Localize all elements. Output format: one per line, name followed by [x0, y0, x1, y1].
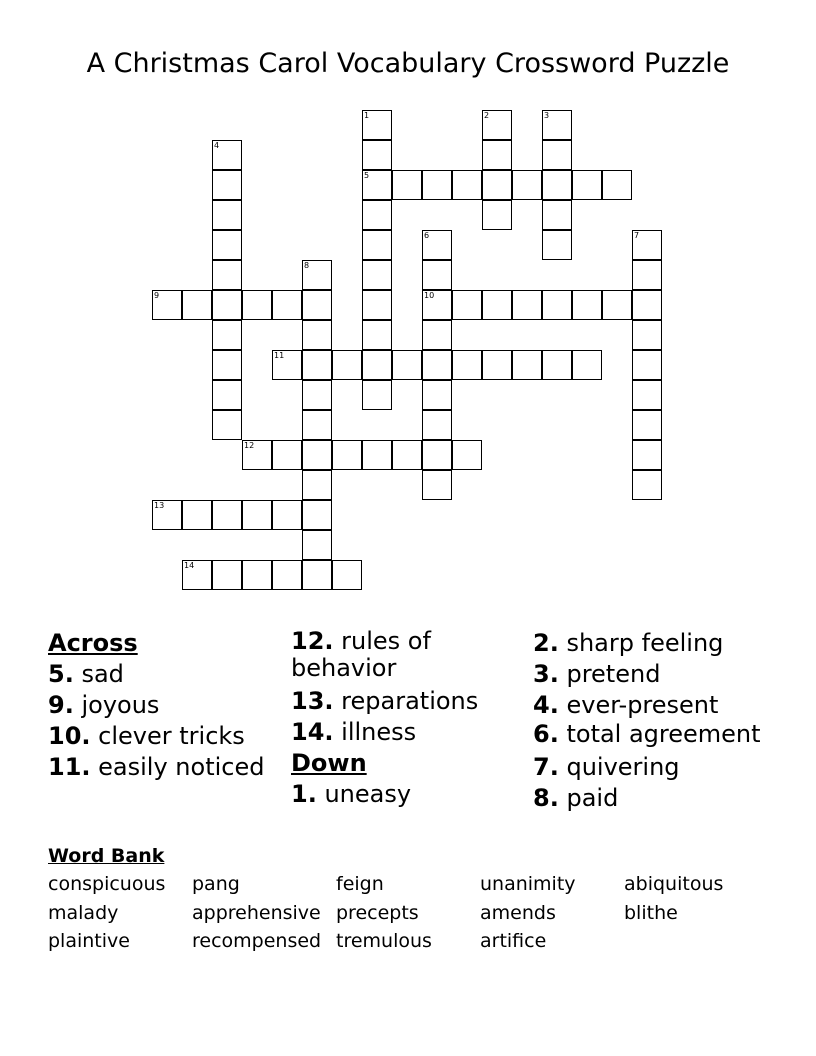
clue-across-5: 5. sad [48, 660, 124, 688]
word-bank-word: unanimity [480, 873, 576, 895]
grid-cell[interactable] [302, 260, 332, 290]
grid-cell[interactable] [422, 260, 452, 290]
word-bank-word: plaintive [48, 930, 130, 952]
clue-down-4: 4. ever-present [533, 691, 719, 719]
word-bank-title: Word Bank [48, 845, 165, 867]
clue-number: 3 [544, 111, 550, 120]
grid-cell[interactable] [242, 440, 272, 470]
grid-cell[interactable] [212, 560, 242, 590]
grid-cell[interactable] [242, 290, 272, 320]
grid-cell[interactable] [482, 200, 512, 230]
clue-down-7: 7. quivering [533, 753, 680, 781]
grid-cell[interactable] [362, 140, 392, 170]
grid-cell[interactable] [632, 440, 662, 470]
word-bank-row [48, 930, 768, 959]
word-bank-word: pang [192, 873, 240, 895]
grid-cell[interactable] [362, 320, 392, 350]
grid-cell[interactable] [512, 170, 542, 200]
grid-cell[interactable] [422, 350, 452, 380]
grid-cell[interactable] [392, 440, 422, 470]
word-bank [48, 873, 768, 959]
word-bank-word: amends [480, 901, 556, 924]
grid-cell[interactable] [272, 560, 302, 590]
grid-cell[interactable] [332, 560, 362, 590]
grid-cell[interactable] [452, 290, 482, 320]
grid-cell[interactable] [362, 380, 392, 410]
grid-cell[interactable] [542, 290, 572, 320]
grid-cell[interactable] [632, 230, 662, 260]
grid-cell[interactable] [482, 350, 512, 380]
grid-cell[interactable] [212, 320, 242, 350]
grid-cell[interactable] [482, 290, 512, 320]
grid-cell[interactable] [362, 440, 392, 470]
grid-cell[interactable] [632, 350, 662, 380]
grid-cell[interactable] [512, 290, 542, 320]
grid-cell[interactable] [362, 110, 392, 140]
grid-cell[interactable] [212, 500, 242, 530]
clue-down-6: 6. total agreement [533, 720, 761, 748]
grid-cell[interactable] [212, 230, 242, 260]
grid-cell[interactable] [182, 560, 212, 590]
clue-number: 11 [274, 351, 285, 360]
clue-across-13: 13. reparations [291, 687, 479, 715]
grid-cell[interactable] [302, 470, 332, 500]
down-heading: Down [291, 749, 367, 777]
grid-cell[interactable] [182, 500, 212, 530]
word-bank-word: malady [48, 901, 119, 924]
word-bank-word: recompensed [192, 930, 322, 952]
grid-cell[interactable] [212, 260, 242, 290]
grid-cell[interactable] [422, 470, 452, 500]
grid-cell[interactable] [212, 290, 242, 320]
grid-cell[interactable] [482, 140, 512, 170]
word-bank-word: precepts [336, 901, 419, 924]
grid-cell[interactable] [542, 200, 572, 230]
grid-cell[interactable] [152, 290, 182, 320]
clue-number: 14 [184, 561, 195, 570]
grid-cell[interactable] [602, 170, 632, 200]
grid-cell[interactable] [542, 230, 572, 260]
clue-number: 1 [364, 111, 370, 120]
word-bank-word: artifice [480, 930, 547, 952]
clue-column-1 [48, 628, 288, 783]
grid-cell[interactable] [422, 380, 452, 410]
grid-cell[interactable] [212, 170, 242, 200]
grid-cell[interactable] [512, 350, 542, 380]
clue-down-3: 3. pretend [533, 660, 661, 688]
grid-cell[interactable] [572, 290, 602, 320]
grid-cell[interactable] [302, 560, 332, 590]
grid-cell[interactable] [362, 200, 392, 230]
grid-cell[interactable] [632, 320, 662, 350]
grid-cell[interactable] [272, 440, 302, 470]
word-bank-word: blithe [624, 901, 678, 924]
clue-across-14: 14. illness [291, 718, 417, 746]
grid-cell[interactable] [362, 170, 392, 200]
grid-cell[interactable] [212, 140, 242, 170]
grid-cell[interactable] [572, 170, 602, 200]
grid-cell[interactable] [302, 290, 332, 320]
clue-down-2: 2. sharp feeling [533, 629, 724, 657]
grid-cell[interactable] [632, 410, 662, 440]
grid-cell[interactable] [362, 230, 392, 260]
clue-number: 9 [154, 291, 160, 300]
grid-cell[interactable] [542, 170, 572, 200]
grid-cell[interactable] [362, 260, 392, 290]
word-bank-word: tremulous [336, 930, 432, 952]
grid-cell[interactable] [302, 500, 332, 530]
grid-cell[interactable] [482, 110, 512, 140]
grid-cell[interactable] [302, 320, 332, 350]
clue-number: 10 [424, 291, 435, 300]
clue-across-11: 11. easily noticed [48, 753, 265, 781]
grid-cell[interactable] [632, 380, 662, 410]
grid-cell[interactable] [272, 500, 302, 530]
grid-cell[interactable] [242, 560, 272, 590]
grid-cell[interactable] [302, 380, 332, 410]
grid-cell[interactable] [272, 350, 302, 380]
grid-cell[interactable] [212, 200, 242, 230]
grid-cell[interactable] [452, 170, 482, 200]
grid-cell[interactable] [302, 440, 332, 470]
clue-column-3 [533, 628, 773, 814]
grid-cell[interactable] [152, 500, 182, 530]
grid-cell[interactable] [482, 170, 512, 200]
clue-number: 6 [424, 231, 430, 240]
word-bank-row [48, 873, 768, 902]
grid-cell[interactable] [422, 410, 452, 440]
clue-number: 2 [484, 111, 490, 120]
grid-cell[interactable] [302, 410, 332, 440]
page-title: A Christmas Carol Vocabulary Crossword Puzzle [86, 48, 730, 79]
word-bank-word: abiquitous [624, 873, 724, 895]
grid-cell[interactable] [302, 350, 332, 380]
clue-across-12: 12. rules of behavior [291, 627, 431, 682]
grid-cell[interactable] [182, 290, 212, 320]
grid-cell[interactable] [572, 350, 602, 380]
grid-cell[interactable] [212, 410, 242, 440]
clue-across-10: 10. clever tricks [48, 722, 245, 750]
grid-cell[interactable] [332, 350, 362, 380]
grid-cell[interactable] [542, 110, 572, 140]
grid-cell[interactable] [632, 470, 662, 500]
grid-cell[interactable] [602, 290, 632, 320]
grid-cell[interactable] [302, 530, 332, 560]
grid-cell[interactable] [452, 350, 482, 380]
clue-down-1: 1. uneasy [291, 780, 412, 808]
grid-cell[interactable] [422, 320, 452, 350]
clue-number: 12 [244, 441, 255, 450]
grid-cell[interactable] [422, 290, 452, 320]
grid-cell[interactable] [392, 170, 422, 200]
grid-cell[interactable] [632, 260, 662, 290]
grid-cell[interactable] [632, 290, 662, 320]
clue-number: 7 [634, 231, 640, 240]
grid-cell[interactable] [392, 350, 422, 380]
grid-cell[interactable] [362, 350, 392, 380]
grid-cell[interactable] [452, 440, 482, 470]
word-bank-word: feign [336, 873, 384, 895]
grid-cell[interactable] [362, 290, 392, 320]
clue-number: 4 [214, 141, 220, 150]
grid-cell[interactable] [542, 140, 572, 170]
grid-cell[interactable] [212, 380, 242, 410]
clue-column-2 [291, 628, 531, 810]
grid-cell[interactable] [272, 290, 302, 320]
word-bank-word: apprehensive [192, 901, 321, 924]
clue-down-8: 8. paid [533, 784, 619, 812]
grid-cell[interactable] [542, 350, 572, 380]
clue-number: 13 [154, 501, 165, 510]
grid-cell[interactable] [422, 440, 452, 470]
clue-number: 8 [304, 261, 310, 270]
word-bank-row [48, 902, 768, 931]
grid-cell[interactable] [332, 440, 362, 470]
grid-cell[interactable] [422, 170, 452, 200]
clue-across-9: 9. joyous [48, 691, 160, 719]
grid-cell[interactable] [242, 500, 272, 530]
grid-cell[interactable] [212, 350, 242, 380]
word-bank-word: conspicuous [48, 873, 166, 895]
grid-cell[interactable] [422, 230, 452, 260]
clue-number: 5 [364, 171, 370, 180]
across-heading: Across [48, 629, 138, 657]
